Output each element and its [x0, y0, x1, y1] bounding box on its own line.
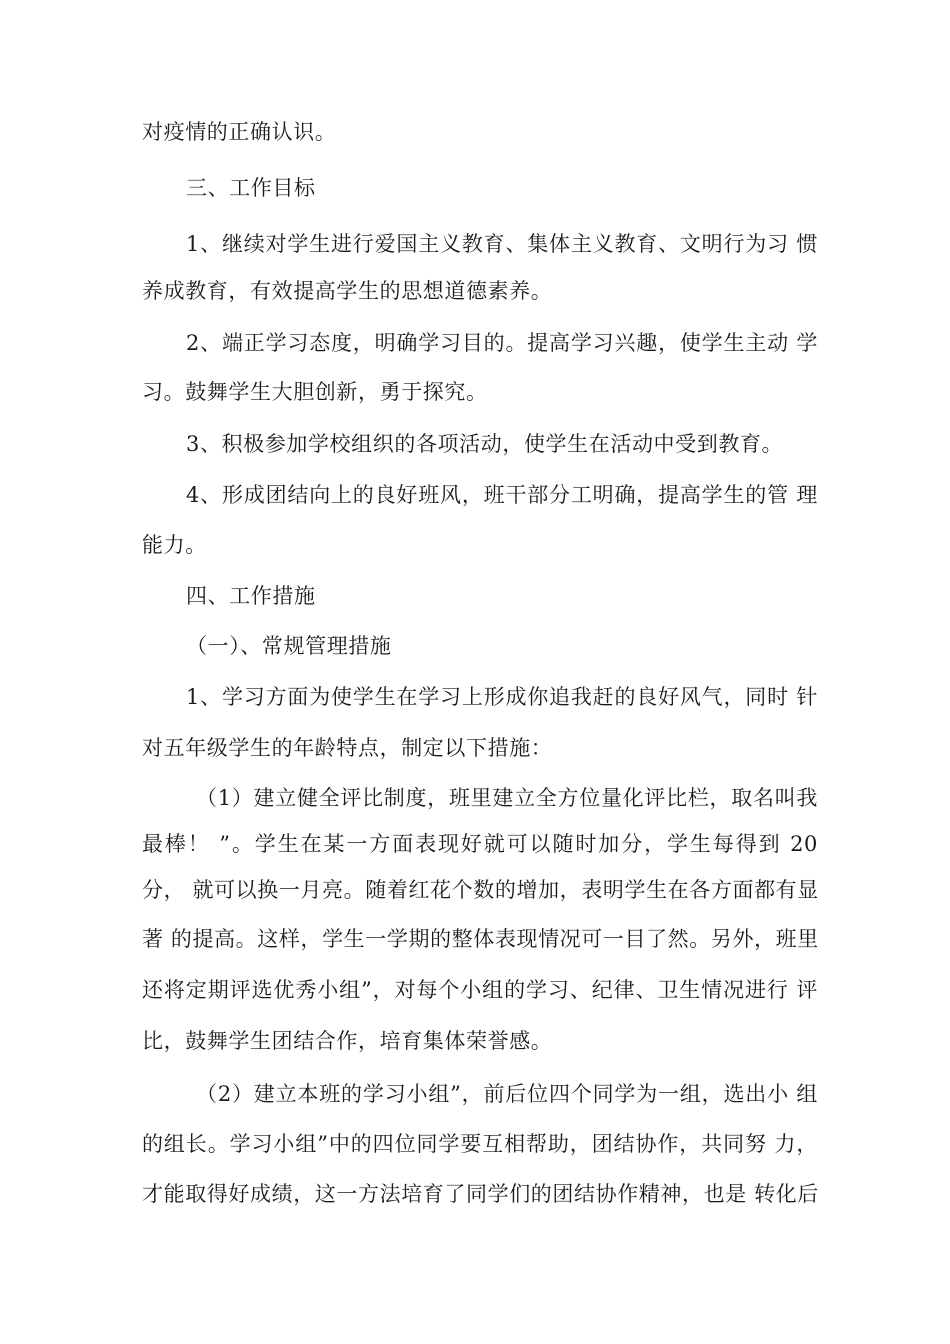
text-line: 1、继续对学生进行爱国主义教育、集体主义教育、文明行为习 惯	[186, 232, 818, 256]
text-line: 最棒！ ”。学生在某一方面表现好就可以随时加分，学生每得到 20	[142, 832, 818, 856]
text-line: 的组长。学习小组”中的四位同学要互相帮助，团结协作，共同努 力，	[142, 1132, 818, 1156]
text-line: 还将定期评选优秀小组”，对每个小组的学习、纪律、卫生情况进行 评	[142, 978, 818, 1002]
text-line: 2、端正学习态度，明确学习目的。提高学习兴趣，使学生主动 学	[186, 331, 818, 355]
text-line: 著 的提高。这样，学生一学期的整体表现情况可一目了然。另外，班里	[142, 927, 819, 951]
text-line: 比，鼓舞学生团结合作，培育集体荣誉感。	[142, 1029, 553, 1053]
section-heading: 三、工作目标	[186, 176, 316, 200]
text-line: 3、积极参加学校组织的各项活动，使学生在活动中受到教育。	[186, 432, 784, 456]
text-line: 养成教育，有效提高学生的思想道德素养。	[142, 279, 553, 303]
text-line: 习。鼓舞学生大胆创新，勇于探究。	[142, 380, 488, 404]
text-line: 4、形成团结向上的良好班风，班干部分工明确，提高学生的管 理	[186, 483, 818, 507]
text-line: 能力。	[142, 533, 207, 557]
section-heading: 四、工作措施	[186, 584, 316, 608]
text-line: 才能取得好成绩，这一方法培育了同学们的团结协作精神，也是 转化后	[142, 1182, 819, 1206]
text-line: 分， 就可以换一月亮。随着红花个数的增加，表明学生在各方面都有显	[142, 878, 819, 902]
text-line: 1、学习方面为使学生在学习上形成你追我赶的良好风气，同时 针	[186, 685, 818, 709]
text-line: （2）建立本班的学习小组”，前后位四个同学为一组，选出小 组	[196, 1082, 818, 1106]
text-line: （1）建立健全评比制度，班里建立全方位量化评比栏，取名叫我	[196, 786, 818, 810]
subsection-heading: （一）、常规管理措施	[186, 634, 392, 658]
text-line: 对疫情的正确认识。	[142, 120, 337, 144]
text-line: 对五年级学生的年龄特点，制定以下措施：	[142, 736, 553, 760]
